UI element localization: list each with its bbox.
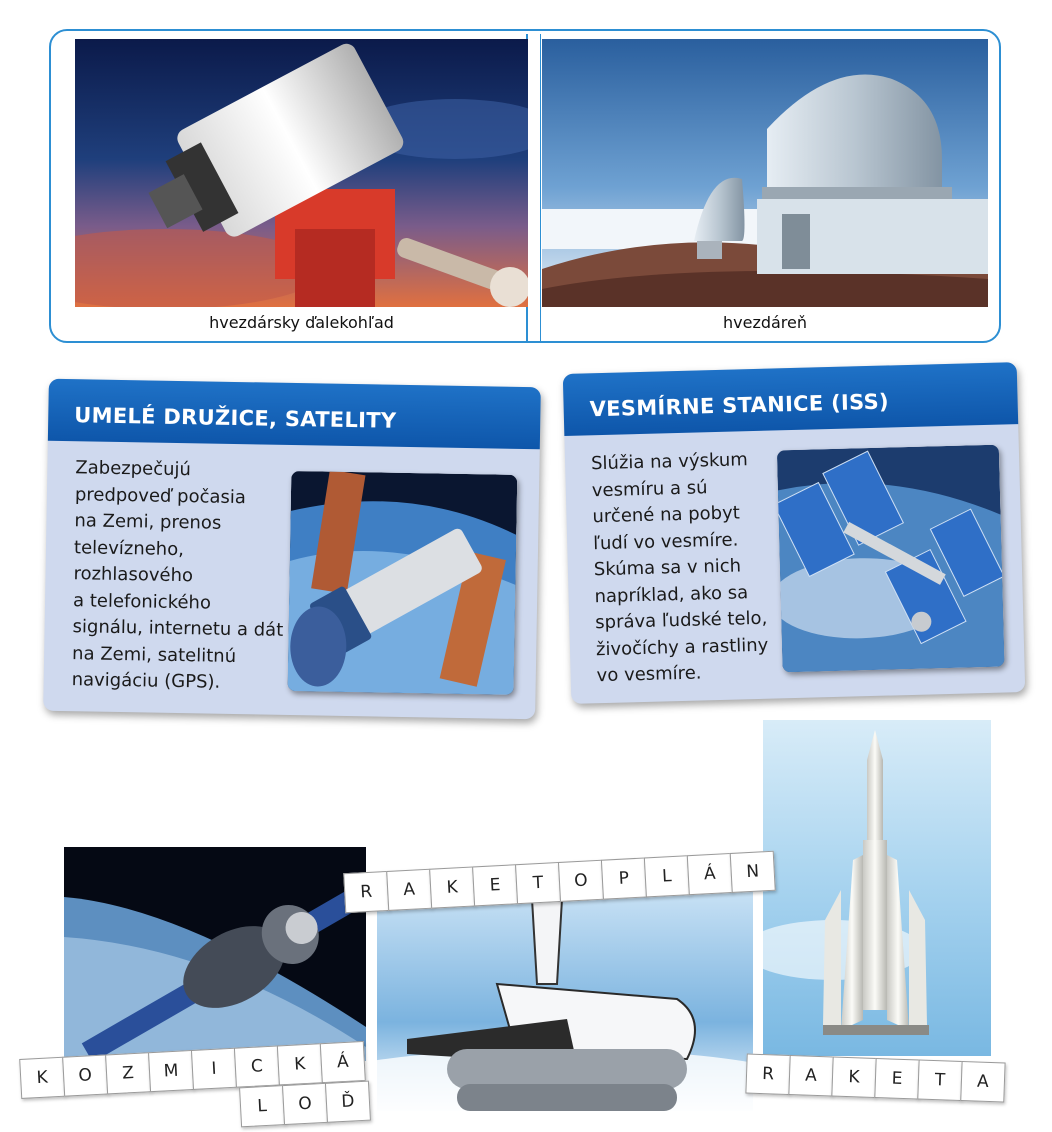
tile[interactable]: M <box>148 1050 194 1092</box>
satellites-card-title: UMELÉ DRUŽICE, SATELITY <box>48 379 541 450</box>
satellite-image <box>288 471 518 695</box>
tiles-raketa <box>745 1054 1004 1103</box>
tile[interactable]: P <box>601 857 647 899</box>
tile[interactable]: Ď <box>325 1081 371 1123</box>
rocket-photo <box>763 720 991 1056</box>
iss-card-title: VESMÍRNE STANICE (ISS) <box>563 362 1018 436</box>
tile[interactable]: K <box>19 1057 65 1099</box>
tile[interactable]: K <box>429 866 475 908</box>
tiles-lod <box>239 1081 370 1128</box>
tile[interactable]: T <box>515 862 561 904</box>
tile[interactable]: K <box>277 1043 323 1085</box>
tile[interactable]: I <box>191 1048 237 1090</box>
tile[interactable]: T <box>917 1060 962 1102</box>
spacecraft-photo <box>64 847 366 1061</box>
tile[interactable]: L <box>239 1085 285 1127</box>
satellites-card <box>43 379 541 720</box>
tile[interactable]: A <box>960 1061 1005 1103</box>
tile[interactable]: E <box>472 864 518 906</box>
space-shuttle-photo <box>377 889 753 1111</box>
tile[interactable]: R <box>343 871 389 913</box>
telescope-photo <box>75 39 528 307</box>
satellites-card-text: Zabezpečujú predpoveď počasia na Zemi, prenos televízneho, rozhlasového a telefonického signálu, internetu a dát na Zemi, satelitnú navigáciu (GPS). <box>71 457 284 693</box>
tile[interactable]: C <box>234 1045 280 1087</box>
tile[interactable]: Á <box>687 853 733 895</box>
iss-card <box>563 362 1025 704</box>
iss-image <box>777 445 1005 673</box>
tile[interactable]: N <box>730 851 776 893</box>
observatory-caption: hvezdáreň <box>722 313 808 332</box>
tile[interactable]: L <box>644 855 690 897</box>
tile[interactable]: O <box>282 1083 328 1125</box>
tile[interactable]: R <box>745 1054 790 1096</box>
tile[interactable]: Á <box>320 1041 366 1083</box>
tile[interactable]: A <box>386 869 432 911</box>
tile[interactable]: Z <box>105 1052 151 1094</box>
tile[interactable]: K <box>831 1057 876 1099</box>
tile[interactable]: O <box>62 1054 108 1096</box>
tile[interactable]: O <box>558 860 604 902</box>
observatory-photo <box>542 39 988 307</box>
tile[interactable]: E <box>874 1058 919 1100</box>
tile[interactable]: A <box>788 1055 833 1097</box>
frame-divider-secondary <box>540 34 541 342</box>
telescope-caption: hvezdársky ďalekohľad <box>209 313 394 332</box>
iss-card-text: Slúžia na výskum vesmíru a sú určené na pobyt ľudí vo vesmíre. Skúma sa v nich napríklad, ako sa správa ľudské telo, živočíchy a rastliny vo vesmíre. <box>590 449 769 687</box>
